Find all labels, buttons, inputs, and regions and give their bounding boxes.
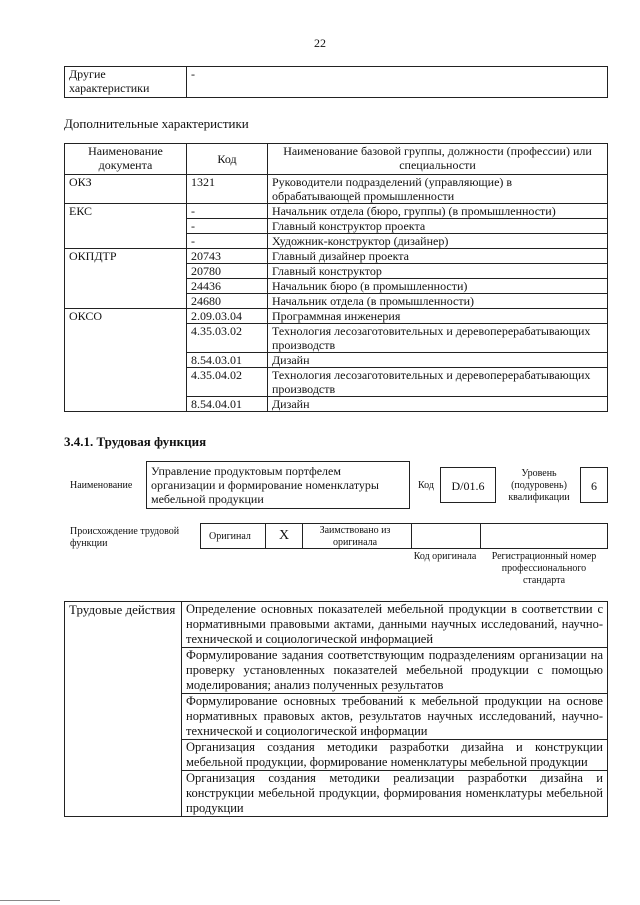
code-cell: -	[187, 219, 268, 234]
labor-action-item: Формулирование основных требований к мебельной продукции на основе нормативных правовых актов, результатов научных исследований, научно-технической и социологической информации	[182, 694, 608, 740]
additional-characteristics-table	[64, 143, 608, 412]
table-row	[65, 175, 608, 204]
table-header: Наименование базовой группы, должности (профессии) или специальности	[268, 144, 608, 175]
additional-characteristics-title: Дополнительные характеристики	[64, 116, 249, 131]
occupation-name-cell: Руководители подразделений (управляющие) в обрабатывающей промышленности	[268, 175, 608, 204]
occupation-name-cell: Художник-конструктор (дизайнер)	[268, 234, 608, 249]
occupation-name-cell: Программная инженерия	[268, 309, 608, 324]
origin-original-label: Оригинал	[209, 531, 251, 542]
code-cell: 4.35.03.02	[187, 324, 268, 353]
origin-mark: X	[265, 523, 303, 549]
code-cell: 20743	[187, 249, 268, 264]
origin-code-caption: Код оригинала	[413, 551, 477, 562]
function-code-label: Код	[418, 480, 434, 491]
code-cell: -	[187, 204, 268, 219]
origin-code-cell	[411, 523, 481, 549]
occupation-name-cell: Дизайн	[268, 397, 608, 412]
labor-action-item: Определение основных показателей мебельной продукции в соответствии с нормативными правовыми актами, данными научных исследований, научно-технической и социологической информацией	[182, 602, 608, 648]
doc-name-cell: ОКСО	[65, 309, 187, 412]
code-cell: 20780	[187, 264, 268, 279]
table-row	[65, 204, 608, 219]
code-cell: 8.54.04.01	[187, 397, 268, 412]
occupation-name-cell: Начальник бюро (в промышленности)	[268, 279, 608, 294]
labor-actions-label: Трудовые действия	[65, 602, 182, 817]
code-cell: 24436	[187, 279, 268, 294]
table-header: Код	[187, 144, 268, 175]
origin-borrowed-label: Заимствовано из оригинала	[319, 525, 391, 548]
code-cell: 1321	[187, 175, 268, 204]
occupation-name-cell: Главный конструктор проекта	[268, 219, 608, 234]
page-edge-line	[0, 900, 60, 901]
function-name-label: Наименование	[70, 480, 133, 491]
origin-reg-caption: Регистрационный номер профессионального стандарта	[491, 551, 597, 586]
other-characteristics-value: -	[187, 67, 608, 98]
function-level-label: Уровень (подуровень) квалификации	[508, 468, 570, 503]
code-cell: 2.09.03.04	[187, 309, 268, 324]
page-number: 22	[314, 36, 326, 50]
section-title: 3.4.1. Трудовая функция	[64, 434, 207, 449]
table-row	[65, 249, 608, 264]
other-characteristics-label: Другие характеристики	[65, 67, 187, 98]
table-header: Наименование документа	[65, 144, 187, 175]
origin-box	[200, 523, 608, 549]
occupation-name-cell: Дизайн	[268, 353, 608, 368]
occupation-name-cell: Главный конструктор	[268, 264, 608, 279]
labor-action-item: Формулирование задания соответствующим подразделениям организации на проверку установленных показателей мебельной продукции с помощью моделирования; анализ полученных результатов	[182, 648, 608, 694]
occupation-name-cell: Главный дизайнер проекта	[268, 249, 608, 264]
labor-action-item: Организация создания методики разработки дизайна и конструкции мебельной продукции, формирование номенклатуры мебельной продукции	[182, 740, 608, 771]
table-row	[65, 309, 608, 324]
occupation-name-cell: Начальник отдела (в промышленности)	[268, 294, 608, 309]
function-name-value: Управление продуктовым портфелем организации и формирование номенклатуры мебельной продукции	[146, 461, 410, 509]
origin-label: Происхождение трудовой функции	[70, 526, 180, 549]
doc-name-cell: ЕКС	[65, 204, 187, 249]
doc-name-cell: ОКЗ	[65, 175, 187, 204]
other-characteristics-table	[64, 66, 608, 98]
table-row	[65, 602, 608, 648]
labor-actions-table	[64, 601, 608, 817]
occupation-name-cell: Технология лесозаготовительных и деревоперерабатывающих производств	[268, 368, 608, 397]
code-cell: -	[187, 234, 268, 249]
table-header-row	[65, 144, 608, 175]
labor-action-item: Организация создания методики реализации разработки дизайна и конструкции мебельной продукции, формирования номенклатуры мебельной продукции	[182, 771, 608, 817]
doc-name-cell: ОКПДТР	[65, 249, 187, 309]
occupation-name-cell: Начальник отдела (бюро, группы) (в промышленности)	[268, 204, 608, 219]
code-cell: 8.54.03.01	[187, 353, 268, 368]
occupation-name-cell: Технология лесозаготовительных и деревоперерабатывающих производств	[268, 324, 608, 353]
code-cell: 4.35.04.02	[187, 368, 268, 397]
function-code-value: D/01.6	[440, 467, 496, 503]
code-cell: 24680	[187, 294, 268, 309]
function-level-value: 6	[580, 467, 608, 503]
